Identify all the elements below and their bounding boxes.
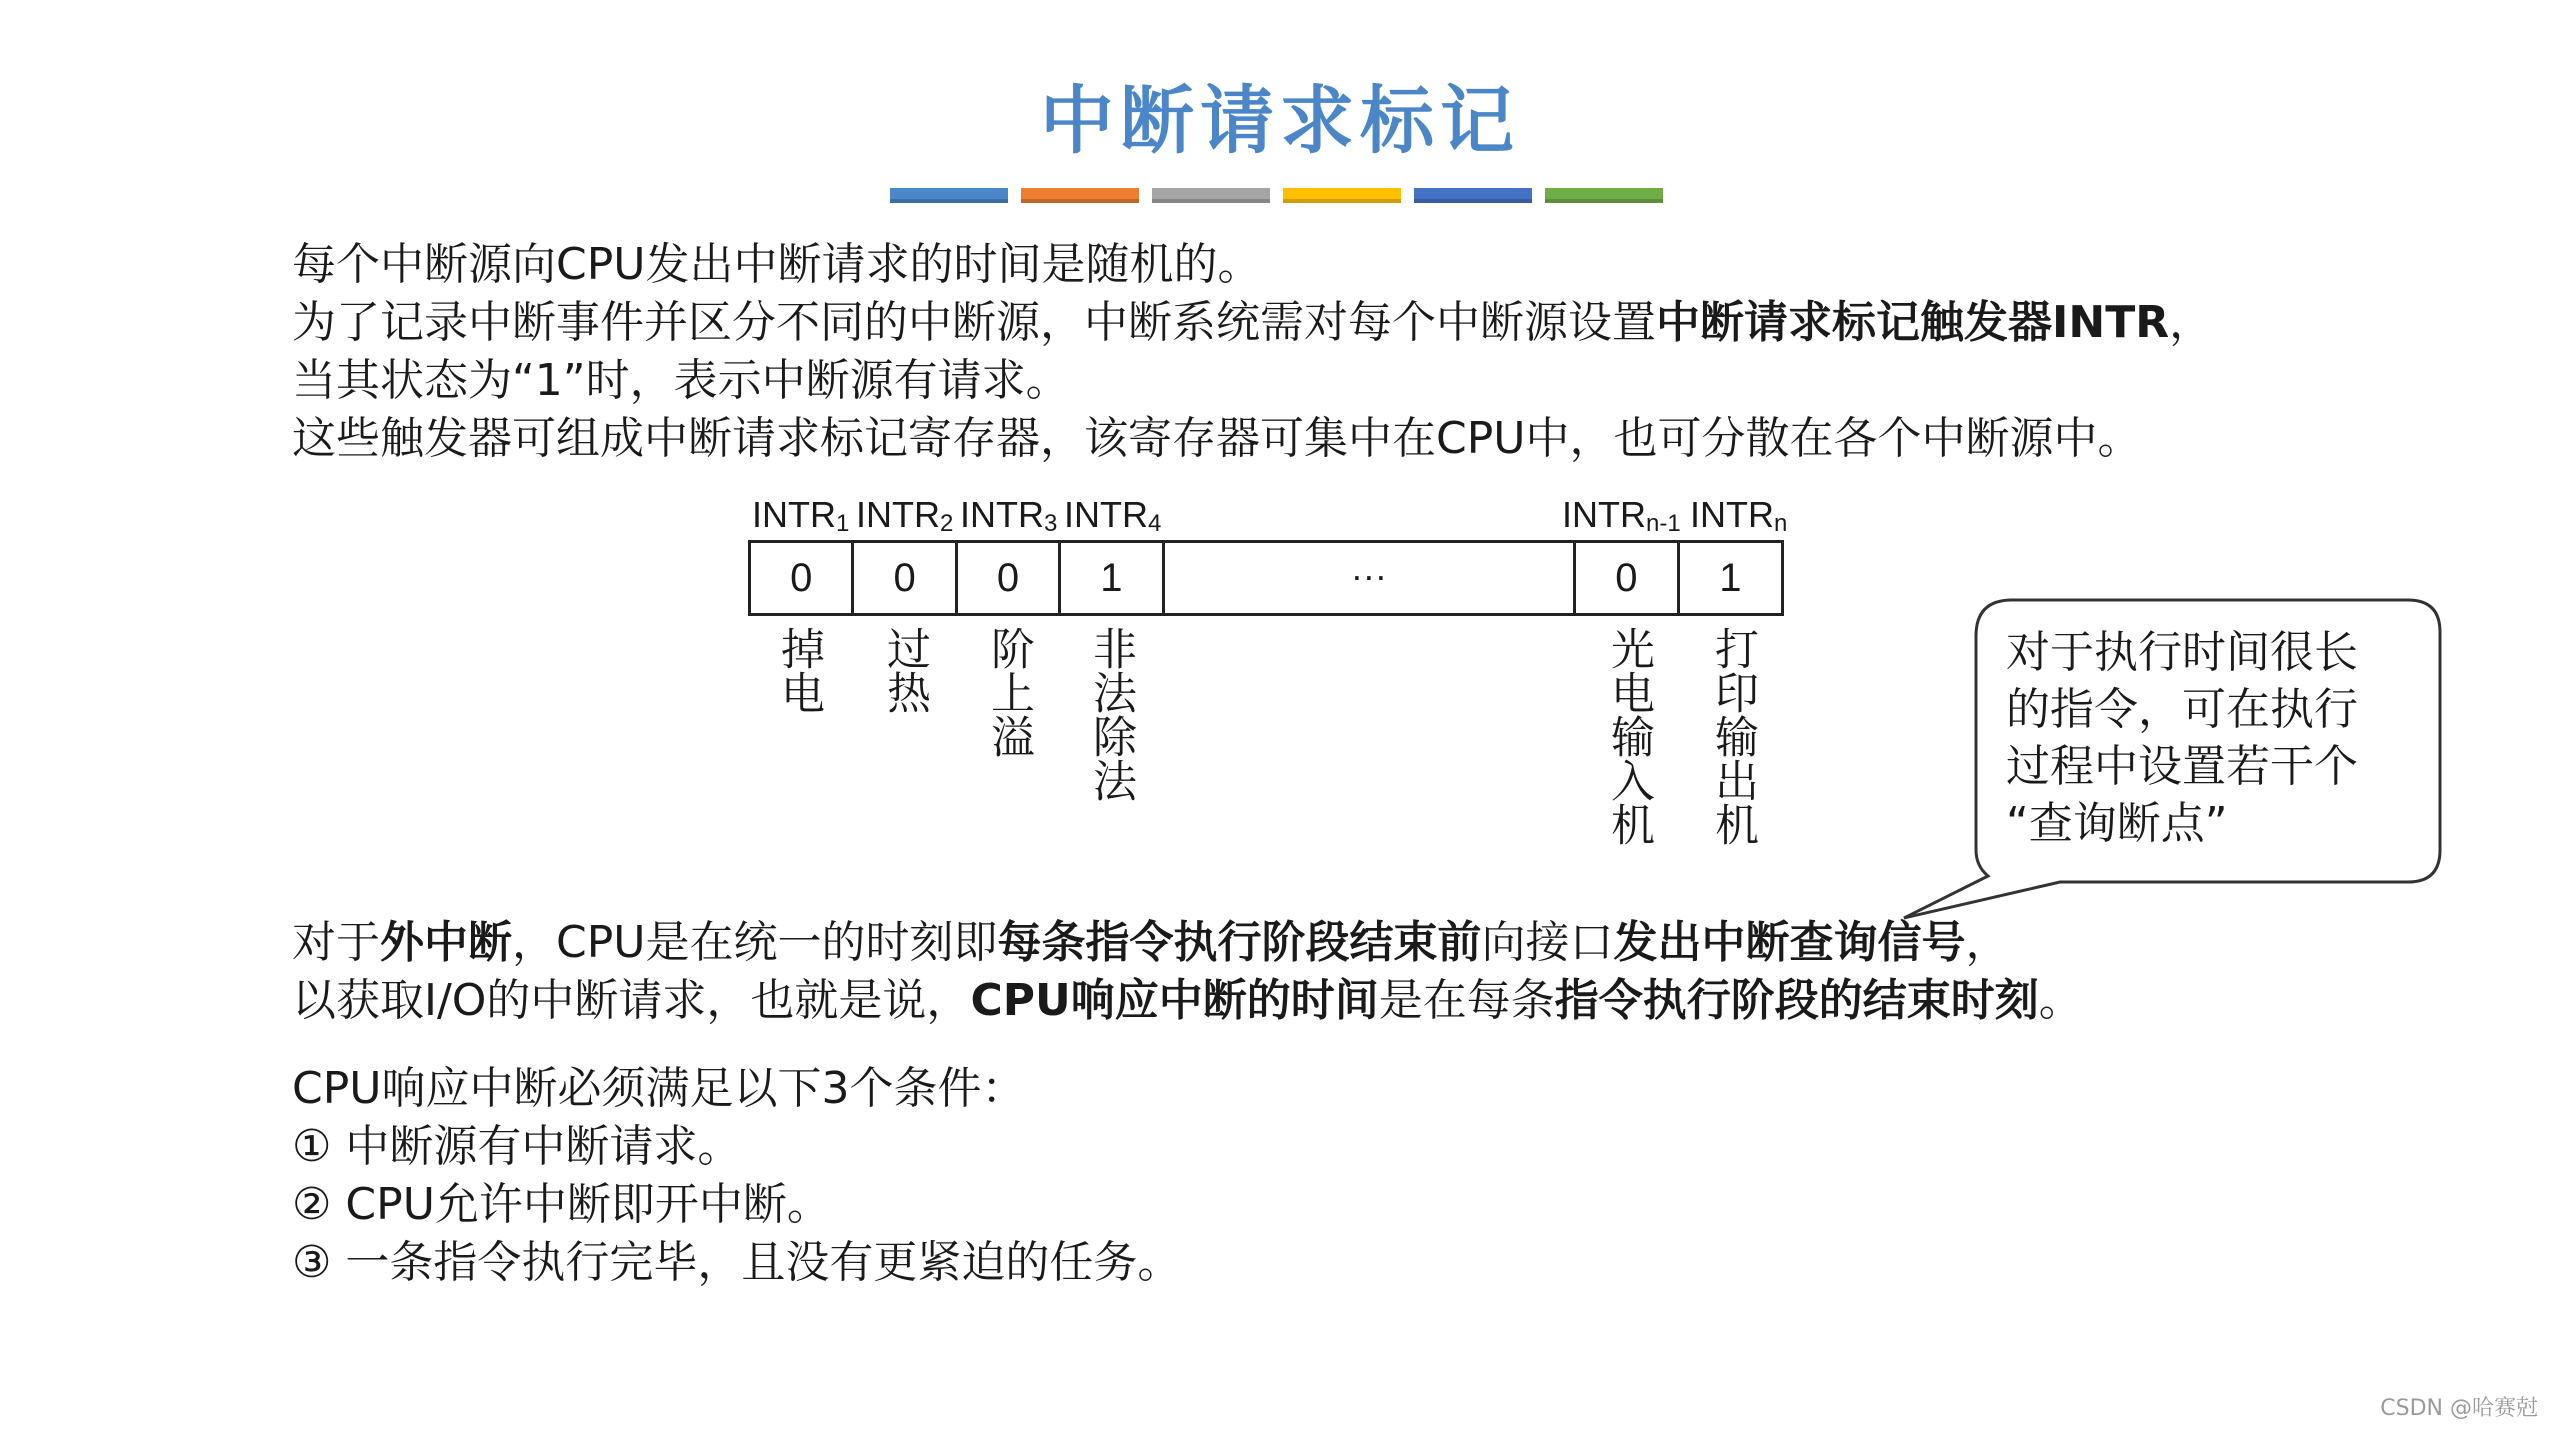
text-run: ，CPU是在统一的时刻即 bbox=[512, 917, 998, 968]
intr-label-base: INTR bbox=[856, 494, 940, 535]
intr-label-base: INTR bbox=[1562, 494, 1646, 535]
intr-label-sub: n-1 bbox=[1646, 510, 1681, 537]
source-label-photo-input: 光电输入机 bbox=[1603, 626, 1654, 846]
condition-item: ② CPU允许中断即开中断。 bbox=[292, 1179, 831, 1230]
conditions-list bbox=[292, 1060, 2412, 1292]
intr-label-sub: n bbox=[1774, 510, 1788, 537]
external-interrupt-paragraph bbox=[292, 914, 2412, 1030]
intr-label-sub: 3 bbox=[1044, 510, 1058, 537]
bold-run: CPU响应中断的时间 bbox=[970, 975, 1379, 1026]
bold-run: 指令执行阶段的结束时刻 bbox=[1554, 975, 2039, 1026]
intr-label-sub: 4 bbox=[1148, 510, 1162, 537]
watermark: CSDN @哈赛尅 bbox=[2380, 1396, 2538, 1421]
register-cell-ellipsis: ··· bbox=[1165, 543, 1577, 613]
callout-line: 的指令，可在执行 bbox=[2006, 684, 2358, 735]
register-cell: 0 bbox=[958, 543, 1061, 613]
callout-line: “查询断点” bbox=[2006, 798, 2228, 849]
callout-text bbox=[2006, 624, 2358, 852]
conditions-heading: CPU响应中断必须满足以下3个条件： bbox=[292, 1063, 1026, 1114]
text-run: 以获取I/O的中断请求，也就是说， bbox=[292, 975, 971, 1026]
source-label-overflow: 阶上溢 bbox=[983, 626, 1034, 758]
text-run: 向接口 bbox=[1481, 917, 1614, 968]
intro-line-3: 当其状态为“1”时，表示中断源有请求。 bbox=[292, 355, 1070, 406]
callout-line: 过程中设置若干个 bbox=[2006, 741, 2358, 792]
source-label-power-failure: 掉电 bbox=[773, 626, 824, 714]
condition-item: ① 中断源有中断请求。 bbox=[292, 1121, 742, 1172]
register-cell: 1 bbox=[1719, 555, 1742, 600]
text-run: 。 bbox=[2038, 975, 2083, 1026]
register-cell: 1 bbox=[1061, 543, 1164, 613]
text-run: 是在每条 bbox=[1378, 975, 1555, 1026]
source-label-illegal-division: 非法除法 bbox=[1085, 626, 1136, 802]
intr-label-base: INTR bbox=[1064, 494, 1148, 535]
register-cell: 0 bbox=[854, 543, 957, 613]
text-run: 对于 bbox=[292, 917, 380, 968]
external-line-2 bbox=[292, 972, 2412, 1030]
source-label-printer: 打印输出机 bbox=[1707, 626, 1758, 846]
bold-run: 外中断 bbox=[380, 917, 512, 968]
slide-title: 中断请求标记 bbox=[1040, 78, 1520, 164]
callout-line: 对于执行时间很长 bbox=[2006, 627, 2358, 678]
condition-item: ③ 一条指令执行完毕，且没有更紧迫的任务。 bbox=[292, 1237, 1182, 1288]
bold-run: 发出中断查询信号 bbox=[1613, 917, 1966, 968]
intro-line-2-text: 为了记录中断事件并区分不同的中断源，中断系统需对每个中断源设置 bbox=[292, 297, 1656, 348]
intr-label-base: INTR bbox=[752, 494, 836, 535]
intr-label-sub: 2 bbox=[940, 510, 954, 537]
external-line-1 bbox=[292, 914, 2412, 972]
source-label-overheat: 过热 bbox=[879, 626, 930, 714]
intro-line-1: 每个中断源向CPU发出中断请求的时间是随机的。 bbox=[292, 239, 1262, 290]
intro-line-2-end: ， bbox=[2169, 297, 2214, 348]
bold-run: 每条指令执行阶段结束前 bbox=[997, 917, 1482, 968]
intr-label-base: INTR bbox=[1690, 494, 1774, 535]
intr-flipflop-term: 中断请求标记触发器INTR bbox=[1656, 297, 2170, 348]
intr-label-sub: 1 bbox=[836, 510, 850, 537]
register-cell: 0 bbox=[751, 543, 854, 613]
register-cell: 0 bbox=[1576, 543, 1679, 613]
intr-label-base: INTR bbox=[960, 494, 1044, 535]
intro-line-4: 这些触发器可组成中断请求标记寄存器，该寄存器可集中在CPU中，也可分散在各个中断源中。 bbox=[292, 413, 2142, 464]
text-run: ， bbox=[1965, 917, 2010, 968]
